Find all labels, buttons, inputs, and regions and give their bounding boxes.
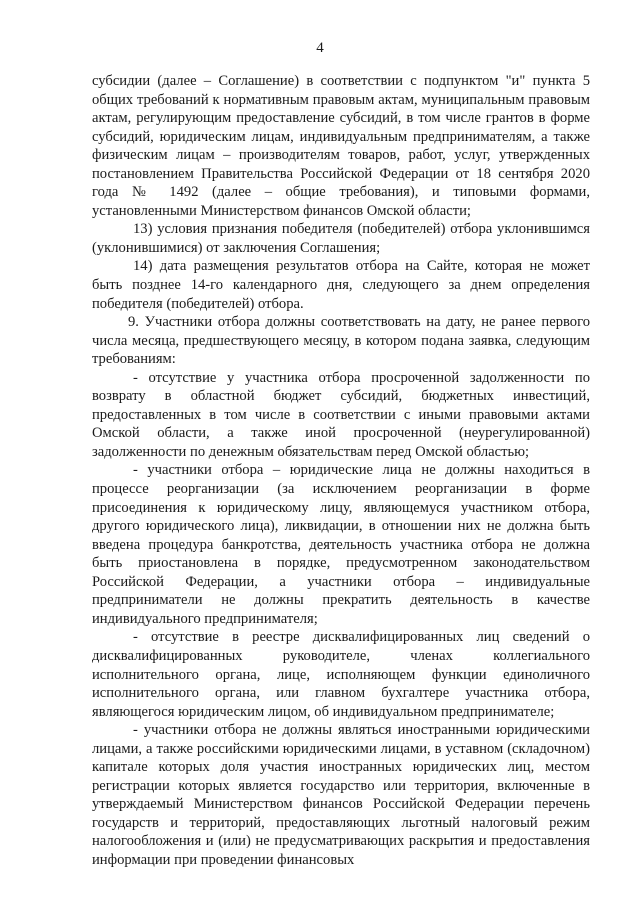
paragraph-requirement-disqualified: - отсутствие в реестре дисквалифицированных лиц сведений о дисквалифицированных руководителе, членах коллегиального исполнительного органа, лице, исполняющем функции единоличного исполнительного органа, или главном бухгалтере участника отбора, являющегося юридическим лицом, об индивидуальном предпринимателе;	[92, 629, 590, 720]
paragraph-requirement-reorganization: - участники отбора – юридические лица не должны находиться в процессе реорганизации (за исключением реорганизации в форме присоединения к юридическому лицу, являющемуся участником отбора, другого юридического лица), ликвидации, в отношении них не должна быть введена процедура банкротства, деятельность участника отбора не должна быть приостановлена в порядке, предусмотренном законодательством Российской Федерации, а участники отбора – индивидуальные предприниматели не должны прекратить деятельность в качестве индивидуального предпринимателя;	[92, 462, 590, 627]
paragraph-item-13: 13) условия признания победителя (победителей) отбора уклонившимся (уклонившимися) от заключения Соглашения;	[92, 221, 590, 256]
paragraph-requirement-debt: - отсутствие у участника отбора просроченной задолженности по возврату в областной бюджет субсидий, бюджетных инвестиций, предоставленных в том числе в соответствии с иными правовыми актами Омской области, а также иной просроченной (неурегулированной) задолженности по денежным обязательствам перед Омской областью;	[92, 369, 590, 460]
paragraph-requirement-foreign: - участники отбора не должны являться иностранными юридическими лицами, а также российскими юридическими лицами, в уставном (складочном) капитале которых доля участия иностранных юридических лиц, местом регистрации которых является государство или территория, включенные в утверждаемый Министерством финансов Российской Федерации перечень государств и территорий, предоставляющих льготный налоговый режим налогообложения и (или) не предусматривающих раскрытия и предоставления информации при проведении финансовых	[92, 722, 590, 868]
page-number: 4	[316, 40, 324, 56]
paragraph-agreement-continuation: субсидии (далее – Соглашение) в соответствии с подпунктом "и" пункта 5 общих требований к нормативным правовым актам, муниципальным правовым актам, регулирующим предоставление субсидий, в том числе грантов в форме субсидий, юридическим лицам, индивидуальным предпринимателям, а также физическим лицам – производителям товаров, работ, услуг, утвержденных постановлением Правительства Российской Федерации от 18 сентября 2020 года № 1492 (далее – общие требования), и типовыми формами, установленными Министерством финансов Омской области;	[92, 73, 590, 219]
document-body	[92, 72, 590, 870]
paragraph-item-14: 14) дата размещения результатов отбора на Сайте, которая не может быть позднее 14-го календарного дня, следующего за днем определения победителя (победителей) отбора.	[92, 258, 590, 312]
paragraph-clause-9: 9. Участники отбора должны соответствовать на дату, не ранее первого числа месяца, предшествующего месяцу, в котором подана заявка, следующим требованиям:	[92, 314, 590, 368]
